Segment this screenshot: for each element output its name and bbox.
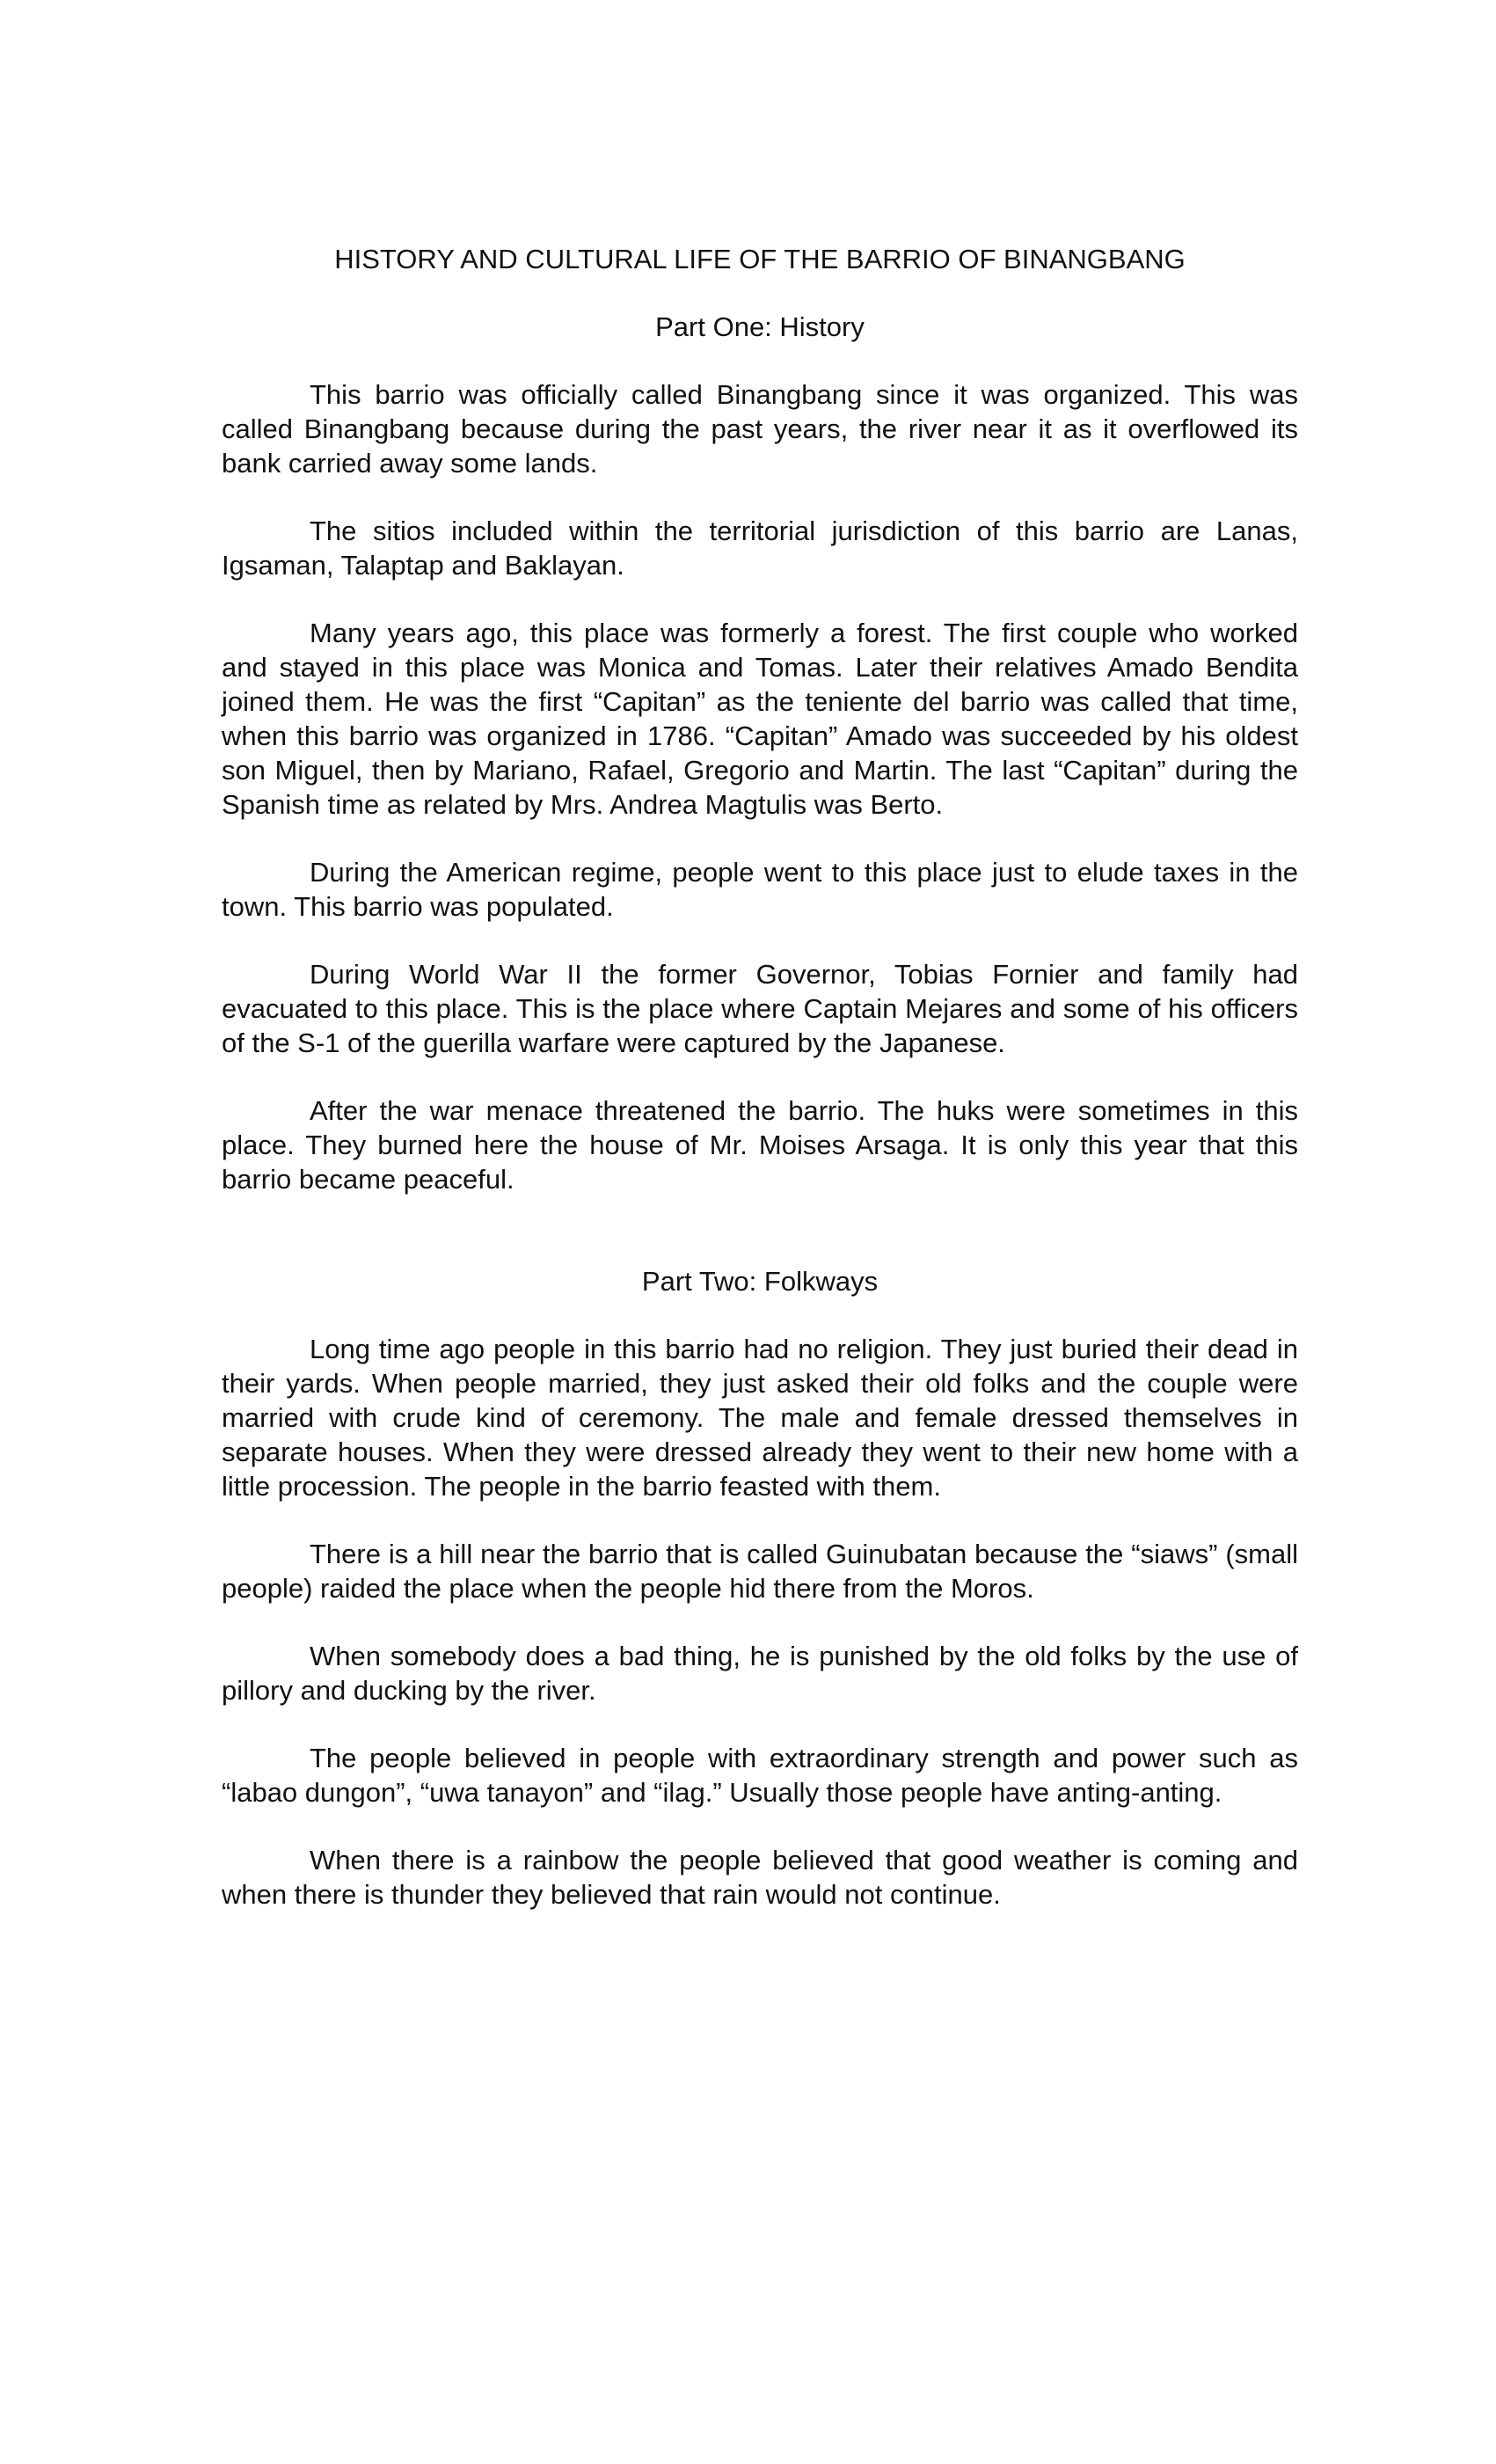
history-paragraph-5: During World War II the former Governor, Tobias Fornier and family had evacuated to this place. This is the place where Captain Mejares and some of his officers of the S-1 of the guerilla warfare were captured by the Japanese. — [222, 959, 1298, 1058]
section-heading-history: Part One: History — [655, 311, 865, 342]
history-paragraph-6: After the war menace threatened the barrio. The huks were sometimes in this place. They burned here the house of Mr. Moises Arsaga. It is only this year that this barrio became peaceful. — [222, 1095, 1298, 1195]
history-paragraph-1: This barrio was officially called Binangbang since it was organized. This was called Binangbang because during the past years, the river near it as it overflowed its bank carried away some lands. — [222, 379, 1298, 479]
folkways-paragraph-2: There is a hill near the barrio that is called Guinubatan because the “siaws” (small people) raided the place when the people hid there from the Moros. — [222, 1539, 1298, 1604]
section-heading-folkways: Part Two: Folkways — [641, 1266, 879, 1297]
folkways-paragraph-4: The people believed in people with extraordinary strength and power such as “labao dungon”, “uwa tanayon” and “ilag.” Usually those people have anting-anting. — [222, 1743, 1298, 1808]
history-paragraph-3: Many years ago, this place was formerly a forest. The first couple who worked and stayed in this place was Monica and Tomas. Later their relatives Amado Bendita joined them. He was the first “Capitan” as the teniente del barrio was called that time, when this barrio was organized in 1786. “Capitan” Amado was succeeded by his oldest son Miguel, then by Mariano, Rafael, Gregorio and Martin. The last “Capitan” during the Spanish time as related by Mrs. Andrea Magtulis was Berto. — [222, 618, 1298, 820]
history-paragraph-2: The sitios included within the territorial jurisdiction of this barrio are Lanas, Igsaman, Talaptap and Baklayan. — [222, 515, 1298, 581]
folkways-paragraph-3: When somebody does a bad thing, he is punished by the old folks by the use of pillory and ducking by the river. — [222, 1641, 1298, 1706]
document-title: HISTORY AND CULTURAL LIFE OF THE BARRIO OF BINANGBANG — [334, 244, 1186, 274]
history-paragraph-4: During the American regime, people went to this place just to elude taxes in the town. This barrio was populated. — [222, 857, 1298, 922]
folkways-paragraph-5: When there is a rainbow the people believed that good weather is coming and when there is thunder they believed that rain would not continue. — [222, 1845, 1298, 1910]
folkways-paragraph-1: Long time ago people in this barrio had no religion. They just buried their dead in their yards. When people married, they just asked their old folks and the couple were married with crude kind of ceremony. The male and female dressed themselves in separate houses. When they were dressed already they went to their new home with a little procession. The people in the barrio feasted with them. — [222, 1334, 1298, 1502]
